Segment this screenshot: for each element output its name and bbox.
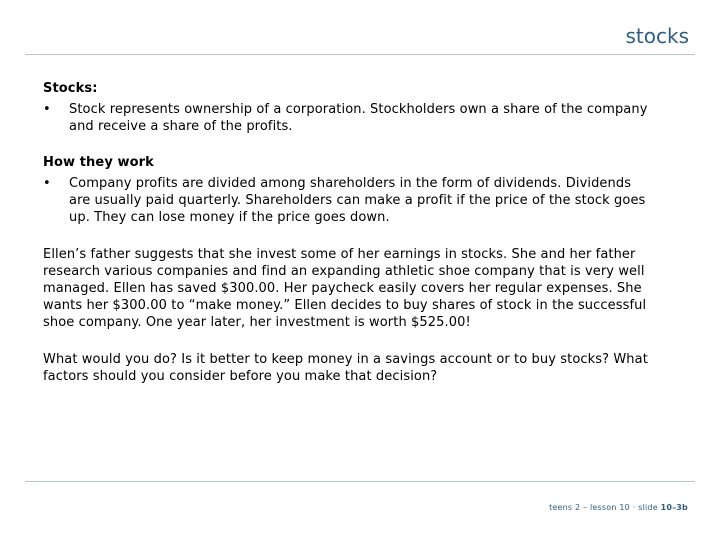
- header-divider: [25, 54, 695, 55]
- bullet-icon: •: [43, 176, 51, 191]
- bullet-icon: •: [43, 102, 51, 117]
- question-paragraph: What would you do? Is it better to keep money in a savings account or to buy stocks? What factors should you consider before you make that decision?: [43, 352, 648, 384]
- section-heading-how-they-work: How they work: [43, 155, 154, 170]
- bullet-text-how-they-work: Company profits are divided among shareholders in the form of dividends. Dividends are usually paid quarterly. Shareholders can make a profit if the price of the stock goes up. They can lose money if the price goes down.: [69, 176, 646, 225]
- bullet-item-how-they-work: [43, 175, 653, 226]
- bullet-item-stocks: [43, 101, 653, 135]
- slide-number: 10–3b: [660, 503, 688, 512]
- bullet-text-stocks: Stock represents ownership of a corporation. Stockholders own a share of the company and receive a share of the profits.: [69, 102, 648, 134]
- slide-footer: [549, 503, 688, 512]
- section-stocks: [43, 80, 653, 135]
- footer-label: teens 2 – lesson 10 · slide: [549, 503, 658, 512]
- slide-title: stocks: [625, 24, 689, 48]
- scenario-paragraph: Ellen’s father suggests that she invest some of her earnings in stocks. She and her father research various companies and find an expanding athletic shoe company that is very well managed. Ellen has saved $300.00. Her paycheck easily covers her regular expenses. She wants her $300.00 to “make money.” Ellen decides to buy shares of stock in the successful shoe company. One year later, her investment is worth $525.00!: [43, 247, 647, 330]
- footer-divider: [25, 481, 695, 482]
- section-how-they-work: [43, 154, 653, 226]
- section-heading-stocks: Stocks:: [43, 81, 98, 96]
- slide-body: [43, 80, 653, 385]
